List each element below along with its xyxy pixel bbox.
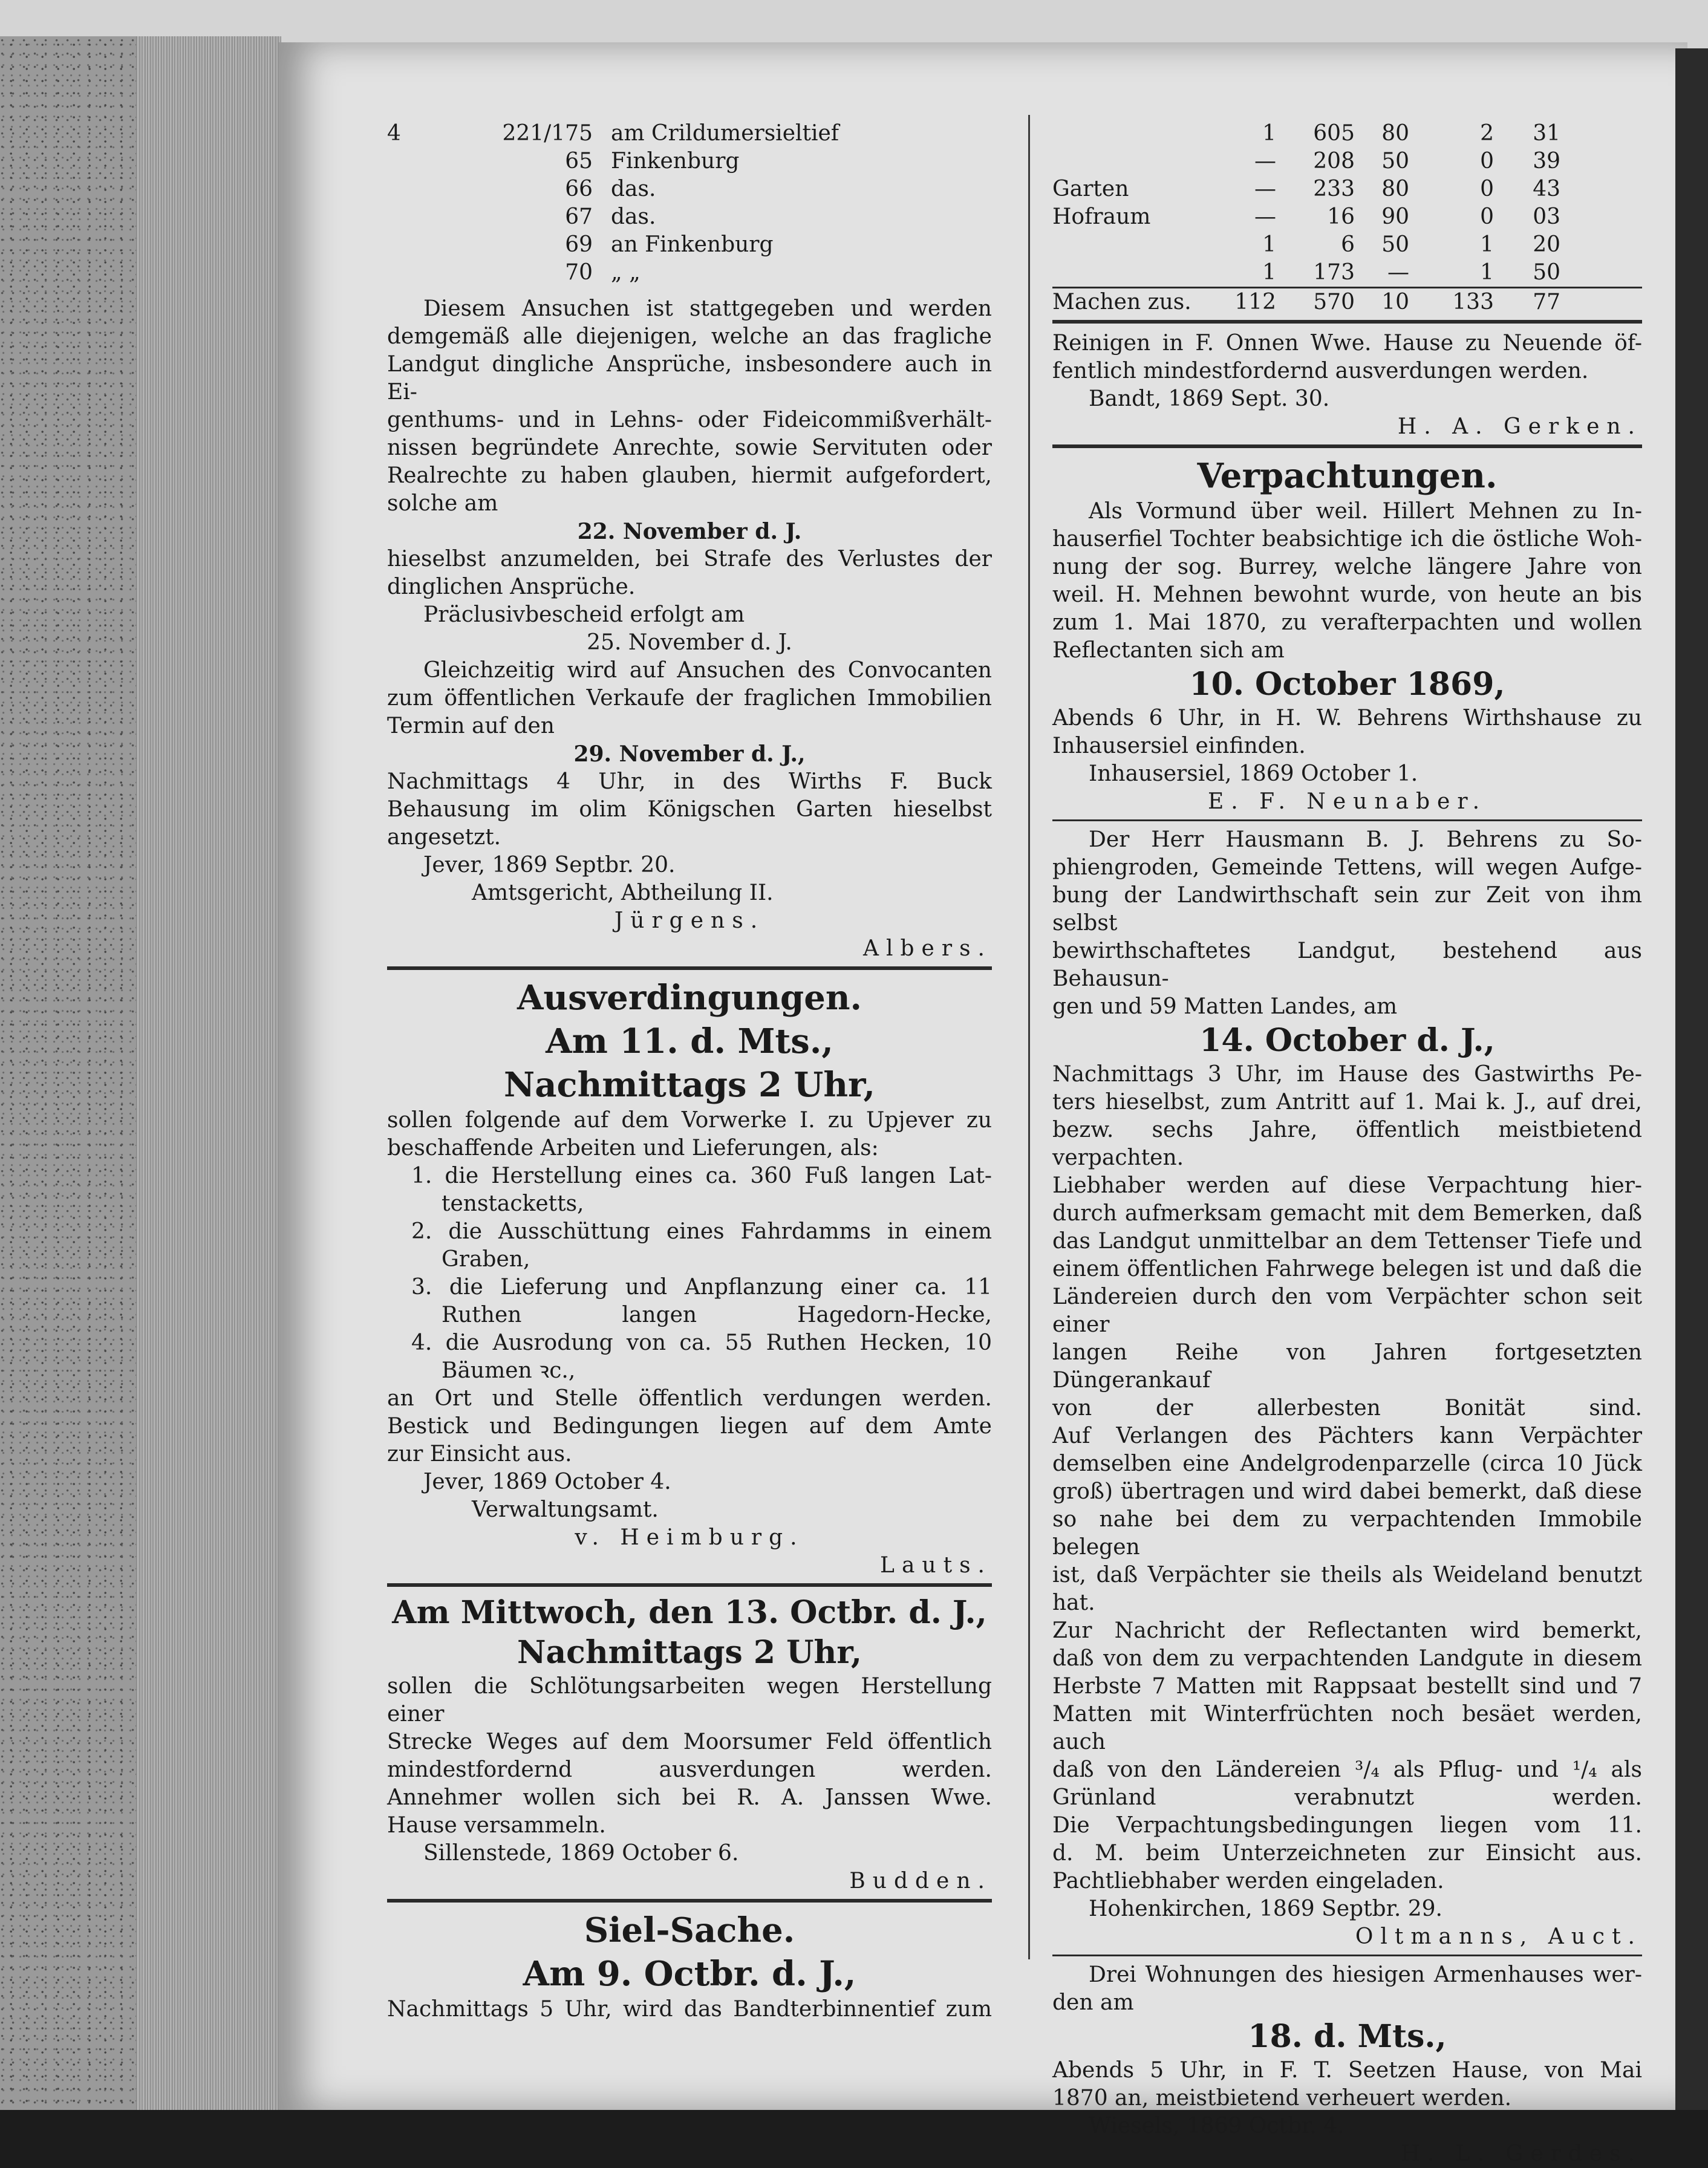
total-c: 10	[1381, 290, 1409, 314]
text-line: Zur Nachricht der Reflectanten wird bemerkt,	[1052, 1618, 1642, 1643]
text-line: Annehmer wollen sich bei R. A. Janssen Wwe.	[387, 1785, 992, 1810]
text-line: langen Reihe von Jahren fortgesetzten Düngerankauf	[1052, 1340, 1642, 1393]
text-line: 1870 an, meistbietend verheuert werden.	[1052, 2086, 1512, 2111]
text-line: Abends 6 Uhr, in H. W. Behrens Wirthshause zu	[1052, 706, 1642, 731]
cost-a: —	[1254, 177, 1276, 201]
works-list-item: 1. die Herstellung eines ca. 360 Fuß langen Lat-	[411, 1164, 992, 1188]
cost-table-total	[1052, 287, 1642, 316]
cost-table-row	[1052, 203, 1642, 231]
works-list-item: 2. die Ausschüttung eines Fahrdamms in einem	[411, 1219, 992, 1244]
penalty-paragraph	[387, 545, 992, 601]
text-line: Bestick und Bedingungen liegen auf dem Amte	[387, 1414, 992, 1439]
text-line: Drei Wohnungen des hiesigen Armenhauses wer-	[1089, 1962, 1642, 1987]
cost-a: 1	[1262, 121, 1276, 146]
poorhouse-paragraph	[1052, 1961, 1642, 2017]
text-line: gen und 59 Matten Landes, am	[1052, 994, 1398, 1019]
text-line: beschaffende Arbeiten und Lieferungen, als:	[387, 1136, 879, 1160]
land-table-row	[387, 259, 992, 287]
cost-c: —	[1387, 260, 1409, 285]
book-cover-edge	[0, 36, 139, 2110]
section-rule-thin	[1052, 819, 1642, 821]
text-line: hauserfiel Tochter beabsichtige ich die östliche Woh-	[1052, 527, 1642, 552]
section-rule-thin	[1052, 1955, 1642, 1956]
text-line: phiengroden, Gemeinde Tettens, will wegen Aufge-	[1052, 855, 1642, 880]
text-line: Hause versammeln.	[387, 1813, 606, 1838]
text-line: Matten mit Winterfrüchten noch besäet werden, auch	[1052, 1702, 1642, 1754]
cost-b: 173	[1313, 260, 1355, 285]
text-line: nung der sog. Burrey, welche längere Jahre von	[1052, 555, 1642, 579]
preclusion-date: 25. November d. J.	[587, 630, 792, 655]
land-parcel-table	[387, 120, 992, 287]
heading-am-mittwoch: Am Mittwoch, den 13. Octbr. d. J.,	[392, 1594, 987, 1631]
text-line: sollen folgende auf dem Vorwerke I. zu Upjever zu	[387, 1108, 992, 1133]
date-14-october: 14. October d. J.,	[1199, 1022, 1495, 1059]
land-parcel: 70	[565, 260, 593, 285]
section-rule	[387, 966, 992, 970]
text-line: Behausung im olim Königschen Garten hieselbst	[387, 797, 992, 822]
text-line: Grünland verabnutzt werden.	[1052, 1785, 1642, 1810]
cost-e: 31	[1533, 121, 1560, 146]
land-table-row	[387, 231, 992, 259]
cost-e: 43	[1533, 177, 1560, 201]
land-num: 4	[387, 121, 401, 146]
place-date-jever-2: Jever, 1869 October 4.	[423, 1470, 671, 1494]
total-e: 77	[1533, 290, 1560, 314]
works-closing	[387, 1385, 992, 1468]
place-date-sillenstede: Sillenstede, 1869 October 6.	[423, 1841, 739, 1866]
text-line: bung der Landwirthschaft sein zur Zeit von ihm selbst	[1052, 883, 1642, 936]
cost-b: 16	[1327, 204, 1355, 229]
cost-name	[1052, 231, 1198, 259]
cost-a: 1	[1262, 232, 1276, 257]
text-line: bewirthschaftetes Landgut, bestehend aus Behausun-	[1052, 939, 1642, 991]
text-line: sollen die Schlötungsarbeiten wegen Herstellung einer	[387, 1674, 992, 1727]
text-line: demselben eine Andelgrodenparzelle (circa 10 Jück	[1052, 1451, 1642, 1476]
works-list-item: Bäumen ꝛc.,	[442, 1358, 576, 1383]
preclusion-note: Präclusivbescheid erfolgt am	[423, 602, 745, 627]
works-list-item: 4. die Ausrodung von ca. 55 Ruthen Hecken, 10	[411, 1330, 992, 1355]
cost-b: 6	[1341, 232, 1355, 257]
signature-albers: Albers.	[863, 936, 992, 961]
cost-d: 2	[1480, 121, 1494, 146]
place-date-hohenkirchen: Hohenkirchen, 1869 Septbr. 29.	[1089, 1896, 1442, 1921]
text-line: angesetzt.	[387, 825, 501, 850]
left-column	[387, 120, 992, 2023]
page-stack-edge	[136, 36, 281, 2110]
cost-a: —	[1254, 204, 1276, 229]
land-parcel: 221/175	[502, 121, 593, 146]
total-b: 570	[1313, 290, 1355, 314]
sale-location-paragraph	[387, 768, 992, 851]
land-loc: das.	[611, 177, 656, 201]
heading-ausverdingungen: Ausverdingungen.	[517, 978, 862, 1018]
total-a: 112	[1234, 290, 1276, 314]
text-line: Landgut dingliche Ansprüche, insbesondere auch in Ei-	[387, 352, 992, 405]
text-line: solche am	[387, 491, 498, 516]
cost-d: 0	[1480, 177, 1494, 201]
text-line: das Landgut unmittelbar an dem Tettenser Tiefe und	[1052, 1229, 1642, 1254]
place-date-bandt: Bandt, 1869 Sept. 30.	[1089, 386, 1330, 411]
works-list-item: Graben,	[442, 1247, 530, 1272]
lease-details-paragraph	[1052, 1061, 1642, 1895]
text-line: so nahe bei dem zu verpachtenden Immobile belegen	[1052, 1507, 1642, 1560]
land-loc: Finkenburg	[611, 149, 740, 174]
text-line: hat.	[1052, 1590, 1095, 1615]
cost-name	[1052, 120, 1198, 148]
heading-am-9: Am 9. Octbr. d. J.,	[523, 1954, 856, 1994]
text-line: Realrechte zu haben glauben, hiermit aufgefordert,	[387, 463, 992, 488]
text-line: mindestfordernd ausverdungen werden.	[387, 1757, 992, 1782]
text-line: Reflectanten sich am	[1052, 638, 1285, 663]
text-line: Reinigen in F. Onnen Wwe. Hause zu Neuende öf-	[1052, 331, 1642, 356]
works-list-item: tenstacketts,	[442, 1191, 584, 1216]
text-line: hieselbst anzumelden, bei Strafe des Verlustes der	[387, 547, 992, 571]
court-name: Amtsgericht, Abtheilung II.	[472, 881, 774, 905]
text-line: Ländereien durch den vom Verpächter schon seit einer	[1052, 1284, 1642, 1337]
land-loc: „ „	[611, 260, 640, 285]
heading-nachmittags-2b: Nachmittags 2 Uhr,	[517, 1634, 862, 1671]
signature-heimburg: v. Heimburg.	[575, 1525, 804, 1550]
date-18: 18. d. Mts.,	[1248, 2018, 1447, 2055]
text-line: zum 1. Mai 1870, zu verafterpachten und wollen	[1052, 610, 1642, 635]
cost-d: 0	[1480, 204, 1494, 229]
cost-table-row	[1052, 259, 1642, 287]
summons-paragraph	[387, 295, 992, 518]
place-date-jever: Jever, 1869 Septbr. 20.	[423, 853, 676, 877]
signature-neunaber: E. F. Neunaber.	[1207, 789, 1487, 814]
total-d: 133	[1452, 290, 1494, 314]
text-line: Nachmittags 3 Uhr, im Hause des Gastwirths Pe-	[1052, 1062, 1642, 1087]
cost-e: 39	[1533, 149, 1560, 174]
cost-c: 50	[1381, 149, 1409, 174]
cost-c: 80	[1381, 177, 1409, 201]
text-line: Auf Verlangen des Pächters kann Verpächter	[1052, 1424, 1642, 1448]
land-table-row	[387, 120, 992, 148]
cost-table	[1052, 120, 1642, 287]
text-line: einem öffentlichen Fahrwege belegen ist und daß die	[1052, 1257, 1642, 1281]
cost-b: 605	[1313, 121, 1355, 146]
text-line: den am	[1052, 1990, 1134, 2015]
section-rule	[387, 1583, 992, 1587]
cost-c: 50	[1381, 232, 1409, 257]
text-line: ters hieselbst, zum Antritt auf 1. Mai k. J., auf drei,	[1052, 1090, 1642, 1115]
cost-c: 80	[1381, 121, 1409, 146]
deadline-date: 22. November d. J.	[577, 519, 802, 544]
land-num	[387, 231, 454, 259]
cost-name: Hofraum	[1052, 204, 1151, 229]
text-line: genthums- und in Lehns- oder Fideicommißverhält-	[387, 408, 992, 432]
land-table-row	[387, 203, 992, 231]
cost-table-row	[1052, 148, 1642, 175]
land-parcel: 69	[565, 232, 593, 257]
cost-a: —	[1254, 149, 1276, 174]
land-table-row	[387, 148, 992, 175]
total-label: Machen zus.	[1052, 290, 1191, 314]
section-rule	[387, 1899, 992, 1903]
works-list	[387, 1162, 992, 1385]
text-line: groß) übertragen und wird dabei bemerkt, daß diese	[1052, 1479, 1642, 1504]
text-line: Als Vormund über weil. Hillert Mehnen zu In-	[1089, 499, 1642, 524]
lease-intro-paragraph	[1052, 826, 1642, 1021]
cost-b: 233	[1313, 177, 1355, 201]
text-line: Herbste 7 Matten mit Rappsaat bestellt sind und 7	[1052, 1674, 1642, 1699]
cost-e: 50	[1533, 260, 1560, 285]
text-line: zum öffentlichen Verkaufe der fraglichen Immobilien	[387, 686, 992, 711]
heading-nachmittags-2: Nachmittags 2 Uhr,	[504, 1065, 875, 1105]
text-line: Liebhaber werden auf diese Verpachtung hier-	[1052, 1173, 1642, 1198]
heading-verpachtungen: Verpachtungen.	[1197, 456, 1498, 496]
text-line: Der Herr Hausmann B. J. Behrens zu So-	[1089, 827, 1642, 852]
signature-gerken: H. A. Gerken.	[1397, 414, 1642, 439]
text-line: von der allerbesten Bonität sind.	[1052, 1396, 1642, 1421]
cost-name	[1052, 148, 1198, 175]
land-num	[387, 203, 454, 231]
text-line: weil. H. Mehnen bewohnt wurde, von heute an bis	[1052, 582, 1642, 607]
cost-a: 1	[1262, 260, 1276, 285]
text-line: zur Einsicht aus.	[387, 1442, 572, 1466]
land-loc: das.	[611, 204, 656, 229]
text-line: Pachtliebhaber werden eingeladen.	[1052, 1869, 1444, 1893]
section-rule	[1052, 320, 1642, 324]
signature-lauts: Lauts.	[880, 1553, 992, 1578]
book-spine-shadow	[1675, 48, 1708, 2110]
cost-d: 1	[1480, 260, 1494, 285]
text-line: demgemäß alle diejenigen, welche an das fragliche	[387, 324, 992, 349]
text-line: Die Verpachtungsbedingungen liegen vom 11.	[1052, 1813, 1642, 1838]
land-num	[387, 175, 454, 203]
text-line: durch aufmerksam gemacht mit dem Bemerken, daß	[1052, 1201, 1642, 1226]
signature-gerdes: H. L. Gerdes.	[1401, 2141, 1642, 2166]
text-line: Nachmittags 4 Uhr, in des Wirths F. Buck	[387, 769, 992, 794]
land-num	[387, 148, 454, 175]
land-parcel: 66	[565, 177, 593, 201]
signature-oltmanns: Oltmanns, Auct.	[1355, 1924, 1642, 1949]
road-works-paragraph	[387, 1673, 992, 1840]
section-rule	[1052, 444, 1642, 448]
text-line: ist, daß Verpächter sie theils als Weideland benutzt	[1052, 1563, 1642, 1587]
place-date-wiesels: Wiesels, 1869 Octbr. 4.	[1089, 2114, 1345, 2138]
cost-d: 1	[1480, 232, 1494, 257]
column-divider	[1028, 115, 1030, 1959]
text-line: daß von dem zu verpachtenden Landgute in diesem	[1052, 1646, 1642, 1671]
signature-juergens: Jürgens.	[614, 908, 765, 933]
office-name: Verwaltungsamt.	[472, 1497, 659, 1522]
cost-name	[1052, 259, 1198, 287]
works-list-item: 3. die Lieferung und Anpflanzung einer ca. 11	[411, 1275, 992, 1300]
text-line: fentlich mindestfordernd ausverdungen werden.	[1052, 359, 1589, 383]
cost-b: 208	[1313, 149, 1355, 174]
text-line: Strecke Weges auf dem Moorsumer Feld öffentlich	[387, 1730, 992, 1754]
text-line: an Ort und Stelle öffentlich verdungen werden.	[387, 1386, 992, 1411]
land-num	[387, 259, 454, 287]
sale-paragraph	[387, 657, 992, 740]
date-10-october: 10. October 1869,	[1189, 666, 1505, 703]
signature-budden: Budden.	[849, 1869, 992, 1893]
sale-date: 29. November d. J.,	[573, 741, 806, 767]
cost-name: Garten	[1052, 177, 1129, 201]
place-date-inhausersiel: Inhausersiel, 1869 October 1.	[1089, 761, 1418, 786]
cost-table-row	[1052, 175, 1642, 203]
land-parcel: 67	[565, 204, 593, 229]
cost-table-row	[1052, 231, 1642, 259]
heading-am-11: Am 11. d. Mts.,	[546, 1021, 833, 1061]
text-line: daß von den Ländereien ³/₄ als Pflug- und ¹/₄ als	[1052, 1757, 1642, 1782]
land-loc: an Finkenburg	[611, 232, 774, 257]
text-line: dinglichen Ansprüche.	[387, 575, 636, 599]
land-loc: am Crildumersieltief	[611, 121, 839, 146]
text-line: bezw. sechs Jahre, öffentlich meistbietend verpachten.	[1052, 1118, 1642, 1170]
cost-d: 0	[1480, 149, 1494, 174]
text-line: Gleichzeitig wird auf Ansuchen des Convocanten	[423, 658, 992, 683]
rental-paragraph	[1052, 2057, 1642, 2112]
right-column	[1052, 120, 1642, 2168]
text-line: Diesem Ansuchen ist stattgegeben und werden	[423, 296, 992, 321]
cost-e: 20	[1533, 232, 1560, 257]
siel-paragraph: Nachmittags 5 Uhr, wird das Bandterbinnentief zum	[387, 1997, 992, 2022]
cleaning-paragraph	[1052, 330, 1642, 385]
text-line: nissen begründete Anrechte, sowie Servituten oder	[387, 435, 992, 460]
works-intro	[387, 1107, 992, 1162]
text-line: d. M. beim Unterzeichneten zur Einsicht aus.	[1052, 1841, 1642, 1866]
land-table-row	[387, 175, 992, 203]
text-line: Termin auf den	[387, 714, 555, 738]
meeting-paragraph	[1052, 705, 1642, 760]
text-line: Abends 5 Uhr, in F. T. Seetzen Hause, von Mai	[1052, 2058, 1642, 2083]
cost-c: 90	[1381, 204, 1409, 229]
cost-e: 03	[1533, 204, 1560, 229]
land-parcel: 65	[565, 149, 593, 174]
text-line: Inhausersiel einfinden.	[1052, 734, 1306, 758]
guardian-paragraph	[1052, 498, 1642, 665]
heading-siel-sache: Siel-Sache.	[584, 1910, 795, 1950]
cost-table-row	[1052, 120, 1642, 148]
works-list-item: Ruthen langen Hagedorn-Hecke,	[442, 1303, 992, 1327]
